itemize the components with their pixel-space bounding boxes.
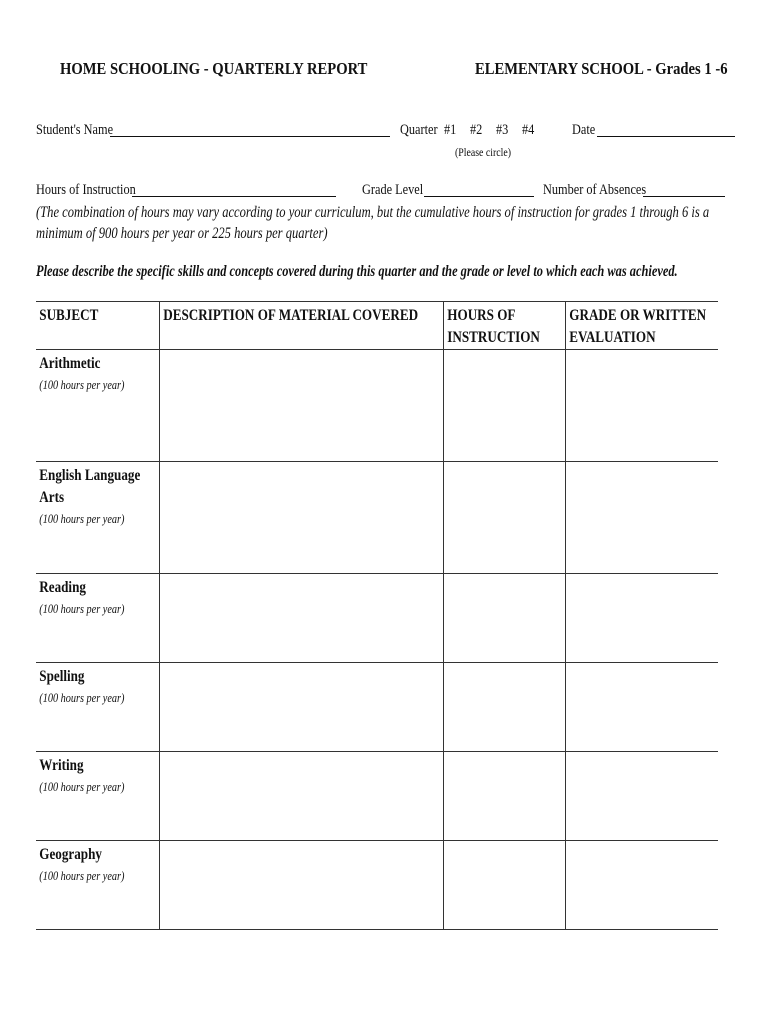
date-field[interactable]: [597, 136, 735, 137]
subject-name: Spelling: [39, 668, 85, 685]
header-subject: [36, 302, 159, 350]
subject-hours-note: (100 hours per year): [39, 602, 125, 616]
subject-cell: [36, 841, 159, 930]
grade-cell[interactable]: [565, 462, 718, 574]
description-cell[interactable]: [159, 462, 443, 574]
hours-cell[interactable]: [443, 841, 565, 930]
student-name-field[interactable]: [110, 136, 390, 137]
hours-of-instruction-label: Hours of Instruction: [36, 182, 136, 198]
subject-hours-note: (100 hours per year): [39, 512, 125, 526]
hours-cell[interactable]: [443, 752, 565, 841]
grade-level-field[interactable]: [424, 196, 534, 197]
header-subject-text: SUBJECT: [39, 307, 99, 324]
school-level-title: ELEMENTARY SCHOOL - Grades 1 -6: [475, 59, 728, 78]
table-row: [36, 574, 718, 663]
header-grade-line2: EVALUATION: [568, 329, 656, 346]
table-header-row: [36, 302, 718, 350]
subject-cell: [36, 350, 159, 462]
grade-cell[interactable]: [565, 663, 718, 752]
subject-cell: [36, 663, 159, 752]
table-row: [36, 752, 718, 841]
quarter-option-1[interactable]: #1: [444, 122, 457, 138]
absences-field[interactable]: [643, 196, 725, 197]
quarter-option-2[interactable]: #2: [470, 122, 483, 138]
header-grade-line1: GRADE OR WRITTEN: [568, 307, 706, 324]
subject-hours-note: (100 hours per year): [39, 869, 125, 883]
header-description: [159, 302, 443, 350]
date-label: Date: [572, 122, 596, 138]
grade-cell[interactable]: [565, 350, 718, 462]
subject-name: Writing: [39, 757, 84, 774]
hours-cell[interactable]: [443, 574, 565, 663]
header-description-text: DESCRIPTION OF MATERIAL COVERED: [162, 307, 418, 324]
hours-cell[interactable]: [443, 350, 565, 462]
grade-cell[interactable]: [565, 841, 718, 930]
grade-cell[interactable]: [565, 574, 718, 663]
form-title: HOME SCHOOLING - QUARTERLY REPORT: [60, 59, 368, 78]
header-grade: [565, 302, 718, 350]
subject-hours-note: (100 hours per year): [39, 780, 125, 794]
description-cell[interactable]: [159, 574, 443, 663]
description-cell[interactable]: [159, 752, 443, 841]
absences-label: Number of Absences: [543, 182, 647, 198]
subject-cell: [36, 574, 159, 663]
quarter-option-3[interactable]: #3: [496, 122, 509, 138]
subject-report-table: [36, 301, 718, 930]
table-row: [36, 663, 718, 752]
subject-name: Geography: [39, 846, 102, 863]
subject-name: Reading: [39, 579, 86, 596]
please-circle-note: (Please circle): [455, 145, 512, 159]
description-cell[interactable]: [159, 663, 443, 752]
subject-name-line2: Arts: [39, 489, 65, 506]
subject-name: Arithmetic: [39, 355, 101, 372]
table-row: [36, 462, 718, 574]
subject-cell: [36, 752, 159, 841]
subject-cell: [36, 462, 159, 574]
quarter-label: Quarter: [400, 122, 438, 138]
table-row: [36, 841, 718, 930]
description-cell[interactable]: [159, 350, 443, 462]
student-name-label: Student's Name: [36, 122, 114, 138]
subject-hours-note: (100 hours per year): [39, 378, 125, 392]
quarter-option-4[interactable]: #4: [522, 122, 535, 138]
hours-cell[interactable]: [443, 663, 565, 752]
grade-level-label: Grade Level: [362, 182, 424, 198]
instructions-text: Please describe the specific skills and concepts covered during this quarter and the grade or level to which each was achieved.: [36, 263, 678, 280]
description-cell[interactable]: [159, 841, 443, 930]
hours-requirement-note: (The combination of hours may vary according to your curriculum, but the cumulative hours of instruction for grades 1 through 6 is a minimum of 900 hours per year or 225 hours per quarter): [36, 204, 710, 242]
hours-of-instruction-field[interactable]: [132, 196, 336, 197]
header-hours-line1: HOURS OF: [446, 307, 515, 324]
subject-name: English Language: [39, 467, 141, 484]
grade-cell[interactable]: [565, 752, 718, 841]
header-hours: [443, 302, 565, 350]
hours-cell[interactable]: [443, 462, 565, 574]
header-hours-line2: INSTRUCTION: [446, 329, 540, 346]
table-row: [36, 350, 718, 462]
subject-hours-note: (100 hours per year): [39, 691, 125, 705]
